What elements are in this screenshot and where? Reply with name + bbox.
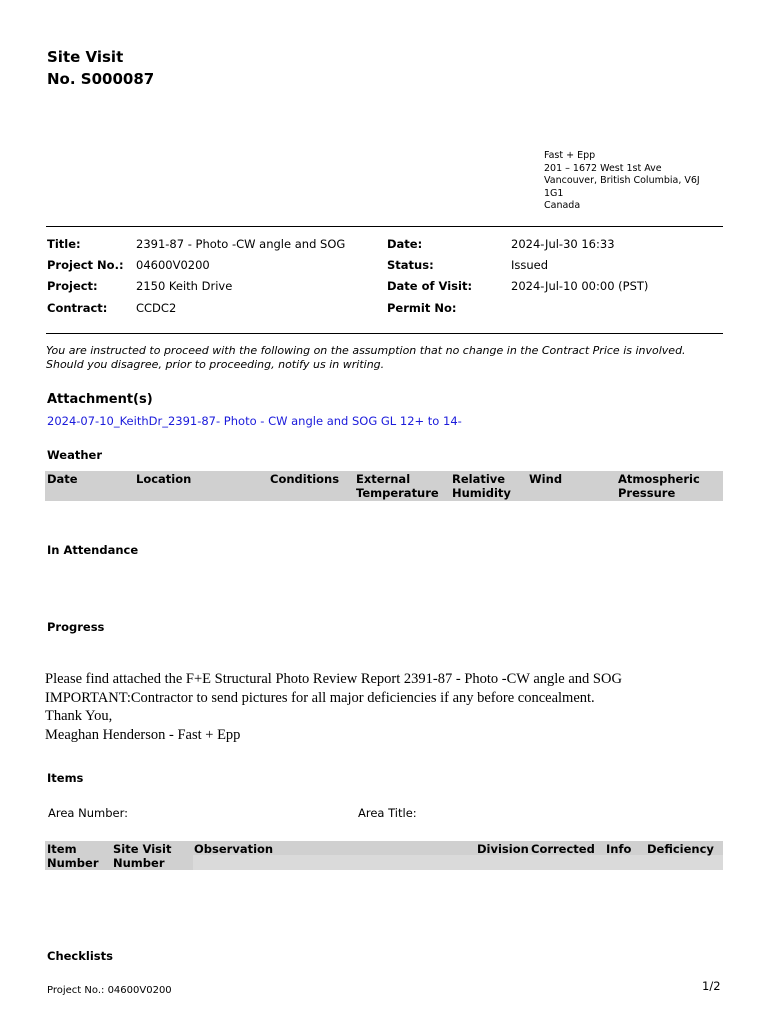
progress-heading: Progress <box>47 620 105 634</box>
attendance-heading: In Attendance <box>47 543 139 557</box>
progress-body <box>45 670 745 744</box>
weather-col-humidity: Relative Humidity <box>452 472 511 500</box>
progress-line: Thank You, <box>45 708 113 724</box>
contract-label: Contract: <box>47 301 108 315</box>
address-line-3: 1G1 <box>544 187 564 199</box>
address-line-1: 201 – 1672 West 1st Ave <box>544 162 662 174</box>
weather-col-date: Date <box>47 472 78 486</box>
footer-project-no-value: 04600V0200 <box>107 985 172 996</box>
project-no-value: 04600V0200 <box>136 258 210 272</box>
project-value: 2150 Keith Drive <box>136 279 233 293</box>
permit-label: Permit No: <box>387 301 457 315</box>
footer-project-no <box>47 985 172 996</box>
instruction-line-2: Should you disagree, prior to proceeding, notify us in writing. <box>46 358 385 371</box>
divider-bottom <box>46 333 723 334</box>
area-title-label: Area Title: <box>358 806 417 820</box>
items-heading: Items <box>47 771 84 785</box>
weather-col-temperature: External Temperature <box>356 472 439 500</box>
items-col-observation: Observation <box>194 842 274 856</box>
progress-line: IMPORTANT:Contractor to send pictures for all major deficiencies if any before concealment. <box>45 689 595 706</box>
address-country: Canada <box>544 200 581 212</box>
weather-col-conditions: Conditions <box>270 472 340 486</box>
items-col-corrected: Corrected <box>531 842 595 856</box>
checklists-heading: Checklists <box>47 949 113 963</box>
document-type: Site Visit <box>47 48 124 66</box>
company-address <box>544 150 744 213</box>
footer-project-no-label: Project No.: <box>47 985 105 996</box>
project-no-label: Project No.: <box>47 258 124 272</box>
attachments-heading: Attachment(s) <box>47 392 153 407</box>
title-value: 2391-87 - Photo -CW angle and SOG <box>136 237 346 251</box>
address-line-2: Vancouver, British Columbia, V6J <box>544 175 700 187</box>
area-number-label: Area Number: <box>48 806 128 820</box>
document-number: No. S000087 <box>47 70 155 88</box>
items-col-info: Info <box>606 842 632 856</box>
weather-heading: Weather <box>47 448 102 462</box>
contract-value: CCDC2 <box>136 301 177 315</box>
items-col-item-number: Item Number <box>47 842 99 870</box>
status-value: Issued <box>511 258 549 272</box>
page-number: 1/2 <box>702 979 721 993</box>
status-label: Status: <box>387 258 434 272</box>
instruction-line-1: You are instructed to proceed with the following on the assumption that no change in the Contract Price is involved. <box>46 344 686 357</box>
progress-line: Please find attached the F+E Structural Photo Review Report 2391-87 - Photo -CW angle and SOG <box>45 671 622 687</box>
date-value: 2024-Jul-30 16:33 <box>511 237 615 251</box>
weather-col-location: Location <box>136 472 192 486</box>
title-label: Title: <box>47 237 81 251</box>
date-label: Date: <box>387 237 423 251</box>
instruction-note <box>46 344 736 372</box>
items-col-division: Division <box>477 842 529 856</box>
items-col-site-visit-number: Site Visit Number <box>113 842 172 870</box>
progress-line: Meaghan Henderson - Fast + Epp <box>45 726 241 743</box>
weather-col-pressure: Atmospheric Pressure <box>618 472 700 500</box>
attachment-link[interactable]: 2024-07-10_KeithDr_2391-87- Photo - CW angle and SOG GL 12+ to 14- <box>47 414 462 428</box>
project-label: Project: <box>47 279 98 293</box>
visit-date-value: 2024-Jul-10 00:00 (PST) <box>511 279 649 293</box>
items-col-deficiency: Deficiency <box>647 842 714 856</box>
company-name: Fast + Epp <box>544 150 596 161</box>
visit-date-label: Date of Visit: <box>387 279 473 293</box>
weather-col-wind: Wind <box>529 472 563 486</box>
divider-top <box>46 226 723 227</box>
items-table-header-right <box>193 855 723 870</box>
